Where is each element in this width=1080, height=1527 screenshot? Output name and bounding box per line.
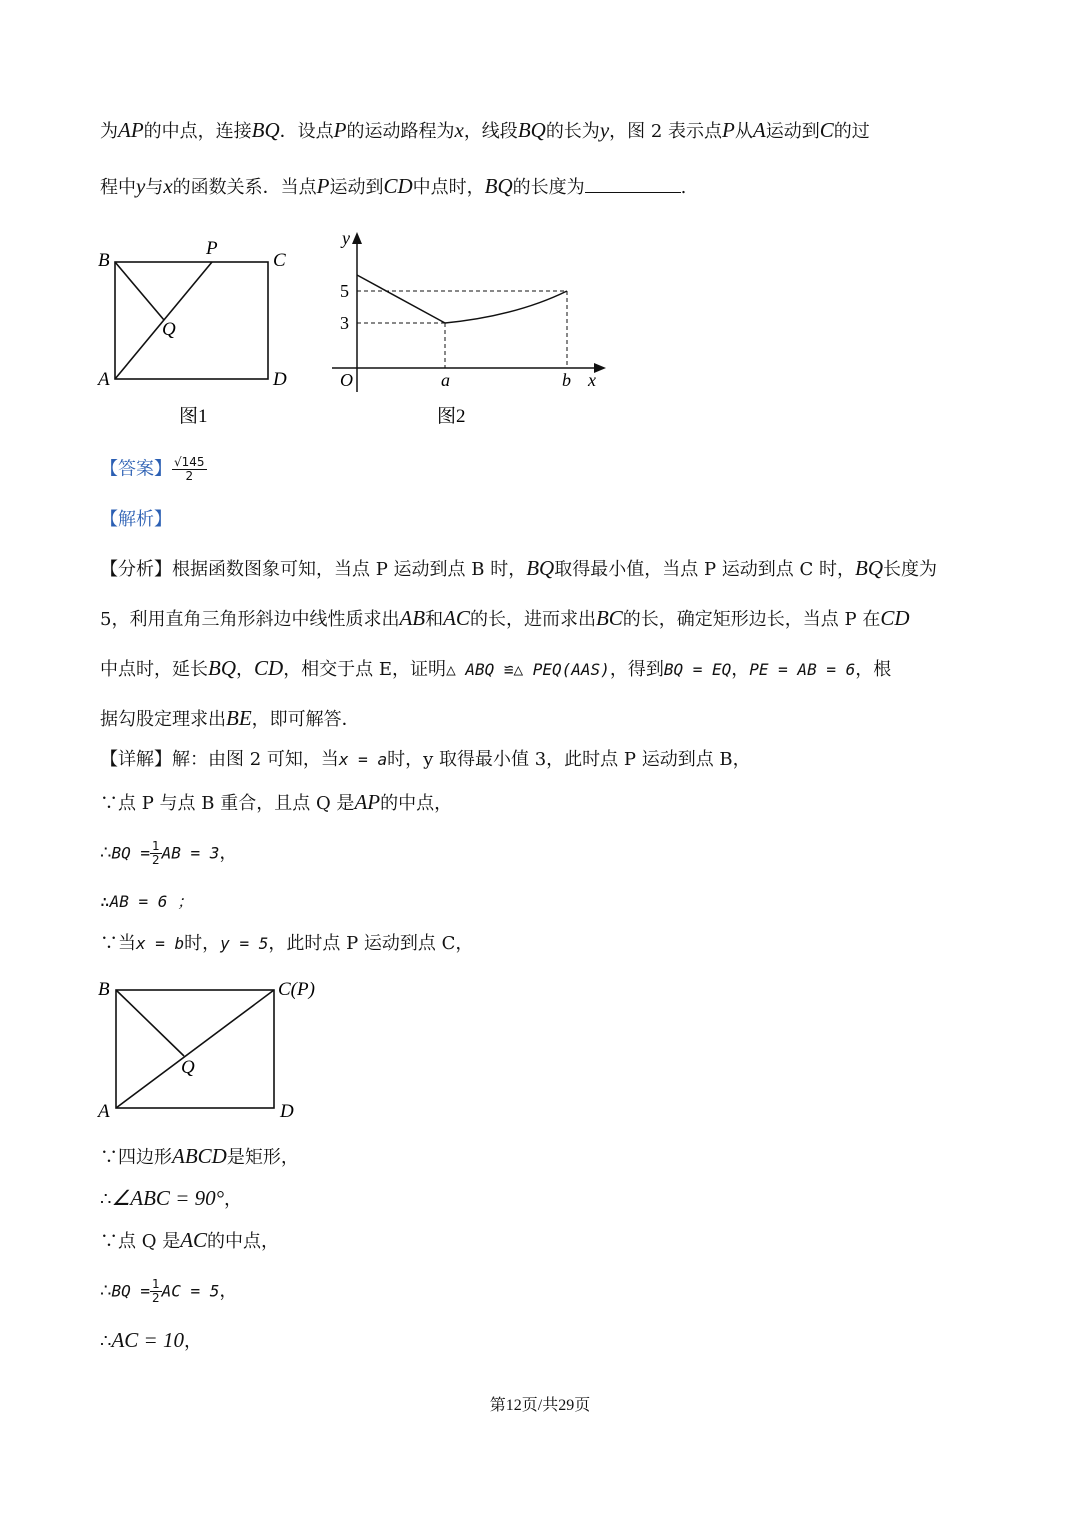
answer-line xyxy=(100,456,207,483)
xiangjie-line-7: ∴∠ABC = 90°， xyxy=(100,1186,243,1210)
figure-1-caption: 图1 xyxy=(179,406,208,427)
tick-b: b xyxy=(562,370,571,390)
answer-blank xyxy=(585,174,681,193)
analysis-label-line xyxy=(100,508,172,532)
tick-a: a xyxy=(441,370,450,390)
graph-curve xyxy=(445,291,567,323)
graph-segment xyxy=(357,275,445,323)
figure-2 xyxy=(326,226,616,432)
answer-label: 【答案】 xyxy=(100,458,172,480)
y-axis-arrow xyxy=(352,232,362,244)
xiangjie-line-6: ∵四边形ABCD是矩形， xyxy=(100,1144,299,1168)
label-d-2: D xyxy=(280,1101,294,1122)
xiangjie-line-2: ∵点 P 与点 B 重合，且点 Q 是AP的中点， xyxy=(100,790,453,814)
x-axis-label: x xyxy=(588,370,596,390)
figure-2-caption: 图2 xyxy=(437,406,466,427)
label-a-2: A xyxy=(98,1101,110,1122)
fenxi-line-1: 【分析】根据函数图象可知，当点 P 运动到点 B 时，BQ取得最小值，当点 P 运动到点 C 时，BQ长度为 xyxy=(100,556,938,580)
fraction-one-half-2: $\frac{1}{2}$ xyxy=(151,1277,160,1305)
rectangle-abcd xyxy=(115,262,268,379)
fenxi-line-4: 据勾股定理求出BE，即可解答． xyxy=(100,706,360,730)
label-b: B xyxy=(98,250,110,271)
figure-1 xyxy=(90,232,310,432)
tick-3: 3 xyxy=(340,313,349,333)
problem-line-1: 为AP的中点，连接BQ．设点P的运动路程为x，线段BQ的长为y，图 2 表示点P从A运动到C的过 xyxy=(100,118,870,142)
answer-fraction: $\frac{√145}{2}$ xyxy=(174,455,205,483)
segment-bq xyxy=(115,262,164,320)
fraction-one-half: $\frac{1}{2}$ xyxy=(151,839,160,867)
tick-5: 5 xyxy=(340,281,349,301)
label-p: P xyxy=(206,238,218,259)
fenxi-line-3: 中点时，延长BQ，CD，相交于点 E，证明△ ABQ ≌△ PEQ(AAS)，得到BQ = EQ，PE = AB = 6，根 xyxy=(100,656,892,680)
xiangjie-line-10: ∴AC = 10， xyxy=(100,1328,202,1352)
fenxi-line-2: 5，利用直角三角形斜边中线性质求出AB和AC的长，进而求出BC的长，确定矩形边长，当点 P 在CD xyxy=(100,606,910,630)
label-c: C xyxy=(273,250,286,271)
diagonal-ac xyxy=(116,990,274,1108)
xiangjie-line-3: ∴BQ = $\frac{1}{2}$ AB = 3， xyxy=(100,839,238,867)
label-a: A xyxy=(98,369,110,390)
xiangjie-line-4: ∴AB = 6 ； xyxy=(100,892,194,911)
problem-line-2: 程中y与x的函数关系．当点P运动到CD中点时，BQ的长度为 . xyxy=(100,174,687,198)
xiangjie-line-8: ∵点 Q 是AC的中点， xyxy=(100,1228,280,1252)
analysis-label: 【解析】 xyxy=(100,509,172,530)
figure-3 xyxy=(90,974,340,1124)
y-axis-label: y xyxy=(342,228,350,248)
label-q-2: Q xyxy=(181,1057,195,1078)
xiangjie-line-9: ∴BQ = $\frac{1}{2}$ AC = 5， xyxy=(100,1277,238,1305)
label-c-p: C(P) xyxy=(278,979,315,1000)
label-b-2: B xyxy=(98,979,110,1000)
origin-label: O xyxy=(340,370,353,390)
segment-bq-2 xyxy=(116,990,184,1056)
label-d: D xyxy=(273,369,287,390)
label-q: Q xyxy=(162,319,176,340)
xiangjie-line-5: ∵当x = b时，y = 5，此时点 P 运动到点 C， xyxy=(100,933,474,954)
xiangjie-line-1: 【详解】解：由图 2 可知，当x = a时，y 取得最小值 3，此时点 P 运动到点 B， xyxy=(100,749,751,770)
page-footer: 第12页/共29页 xyxy=(489,1397,591,1414)
